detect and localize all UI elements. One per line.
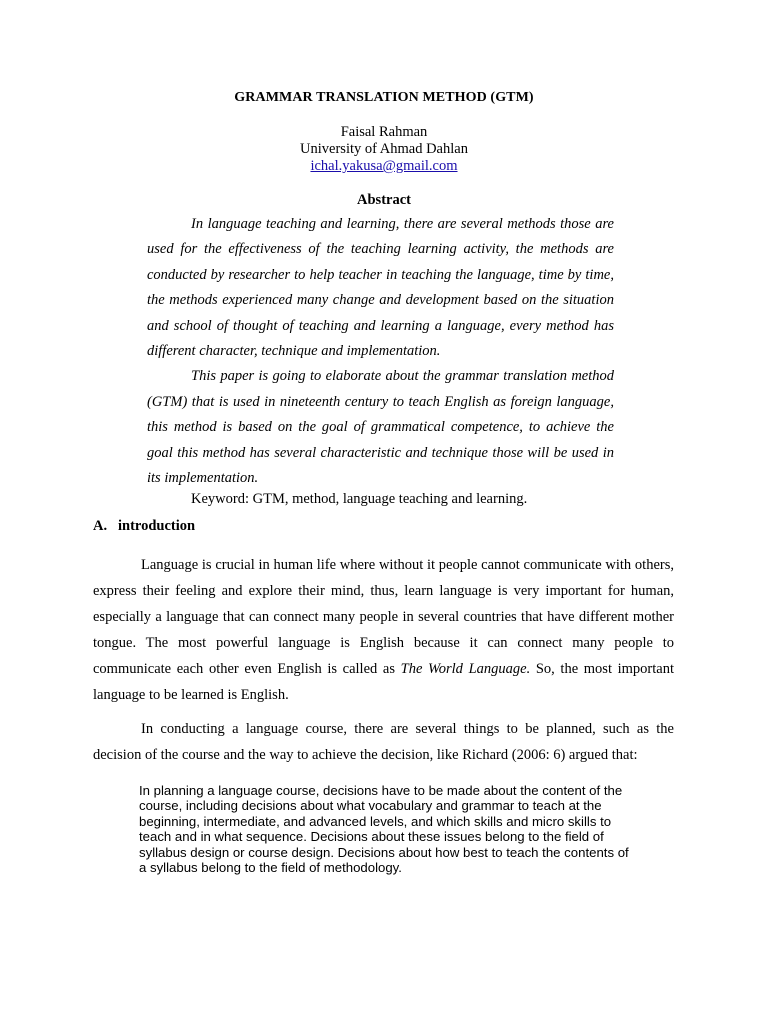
abstract-heading: Abstract (357, 192, 411, 208)
intro-p1-text-start: Language is crucial in human life where without it people cannot communicate with others, express their feeling and explore their mind, thus, learn language is very important for human, especially a language that can connect many people in several countries that have different mother tongue. The most powerful language is English because it can connect many people to communicate each other even English is called as (93, 557, 674, 677)
abstract-paragraph: This paper is going to elaborate about the grammar translation method (GTM) that is used in nineteenth century to teach English as foreign language, this method is based on the goal of grammatical competence, to achieve the goal this method has several characteristic and technique those will be used in its implementation. (147, 368, 614, 487)
paper-title: GRAMMAR TRANSLATION METHOD (GTM) (234, 90, 534, 105)
section-title: introduction (118, 518, 196, 534)
author-block (0, 124, 768, 175)
intro-paragraph-2 (93, 717, 674, 769)
section-heading (93, 518, 195, 535)
intro-paragraph-1 (93, 553, 674, 708)
author-affiliation: University of Ahmad Dahlan (300, 141, 468, 157)
author-name: Faisal Rahman (340, 124, 428, 140)
keywords-line: Keyword: GTM, method, language teaching and learning. (191, 491, 528, 507)
abstract-paragraph: In language teaching and learning, there are several methods those are used for the effectiveness of the teaching learning activity, the methods are conducted by researcher to help teacher in teaching the language, time by time, the methods experienced many change and development based on the situation and school of thought of teaching and learning a language, every method has different character, technique and implementation. (147, 216, 614, 360)
intro-p1-text-end: So, the most important language to be learned is English. (93, 660, 674, 703)
block-quote-text: In planning a language course, decisions have to be made about the content of the course, including decisions about what vocabulary and grammar to teach at the beginning, intermediate, and advanced levels, and which skills and micro skills to teach and in what sequence. Decisions about these issues belong to the field of syllabus design or course design. Decisions about how best to teach the contents of a syllabus belong to the field of methodology. (139, 783, 629, 876)
block-quote (139, 783, 635, 875)
abstract-body (147, 212, 614, 491)
author-email-link[interactable]: ichal.yakusa@gmail.com (310, 158, 458, 174)
intro-p1-italic-term: The World Language. (400, 660, 531, 677)
intro-p2-text: In conducting a language course, there are several things to be planned, such as the decision of the course and the way to achieve the decision, like Richard (2006: 6) argued that: (93, 721, 674, 763)
section-number: A. (93, 518, 108, 534)
